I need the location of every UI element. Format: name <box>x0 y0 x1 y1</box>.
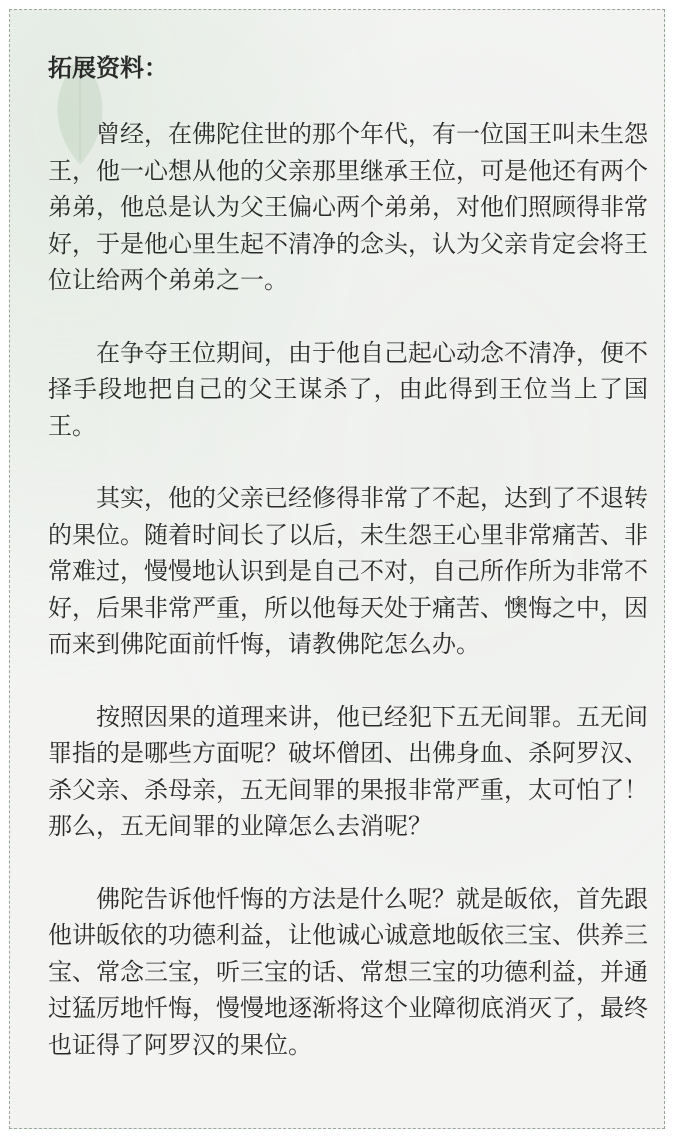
paragraph-4: 按照因果的道理来讲，他已经犯下五无间罪。五无间罪指的是哪些方面呢？破坏僧团、出佛身血、杀阿罗汉、杀父亲、杀母亲，五无间罪的果报非常严重，太可怕了！那么，五无间罪的业障怎么去消呢？ <box>48 702 648 840</box>
section-heading: 拓展资料： <box>48 54 168 82</box>
paragraph-2: 在争夺王位期间，由于他自己起心动念不清净，便不择手段地把自己的父王谋杀了，由此得到王位当上了国王。 <box>48 338 648 440</box>
dashed-frame <box>9 9 665 1129</box>
article-content <box>48 50 648 1063</box>
paragraph-3: 其实，他的父亲已经修得非常了不起，达到了不退转的果位。随着时间长了以后，未生怨王心里非常痛苦、非常难过，慢慢地认识到是自己不对，自己所作所为非常不好，后果非常严重，所以他每天处于痛苦、懊悔之中，因而来到佛陀面前忏悔，请教佛陀怎么办。 <box>48 484 648 658</box>
paragraph-5: 佛陀告诉他忏悔的方法是什么呢？就是皈依，首先跟他讲皈依的功德利益，让他诚心诚意地皈依三宝、供养三宝、常念三宝，听三宝的话、常想三宝的功德利益，并通过猛厉地忏悔，慢慢地逐渐将这个业障彻底消灭了，最终也证得了阿罗汉的果位。 <box>48 884 648 1059</box>
paragraph-1: 曾经，在佛陀住世的那个年代，有一位国王叫未生怨王，他一心想从他的父亲那里继承王位，可是他还有两个弟弟，他总是认为父王偏心两个弟弟，对他们照顾得非常好，于是他心里生起不清净的念头，认为父亲肯定会将王位让给两个弟弟之一。 <box>48 120 648 294</box>
